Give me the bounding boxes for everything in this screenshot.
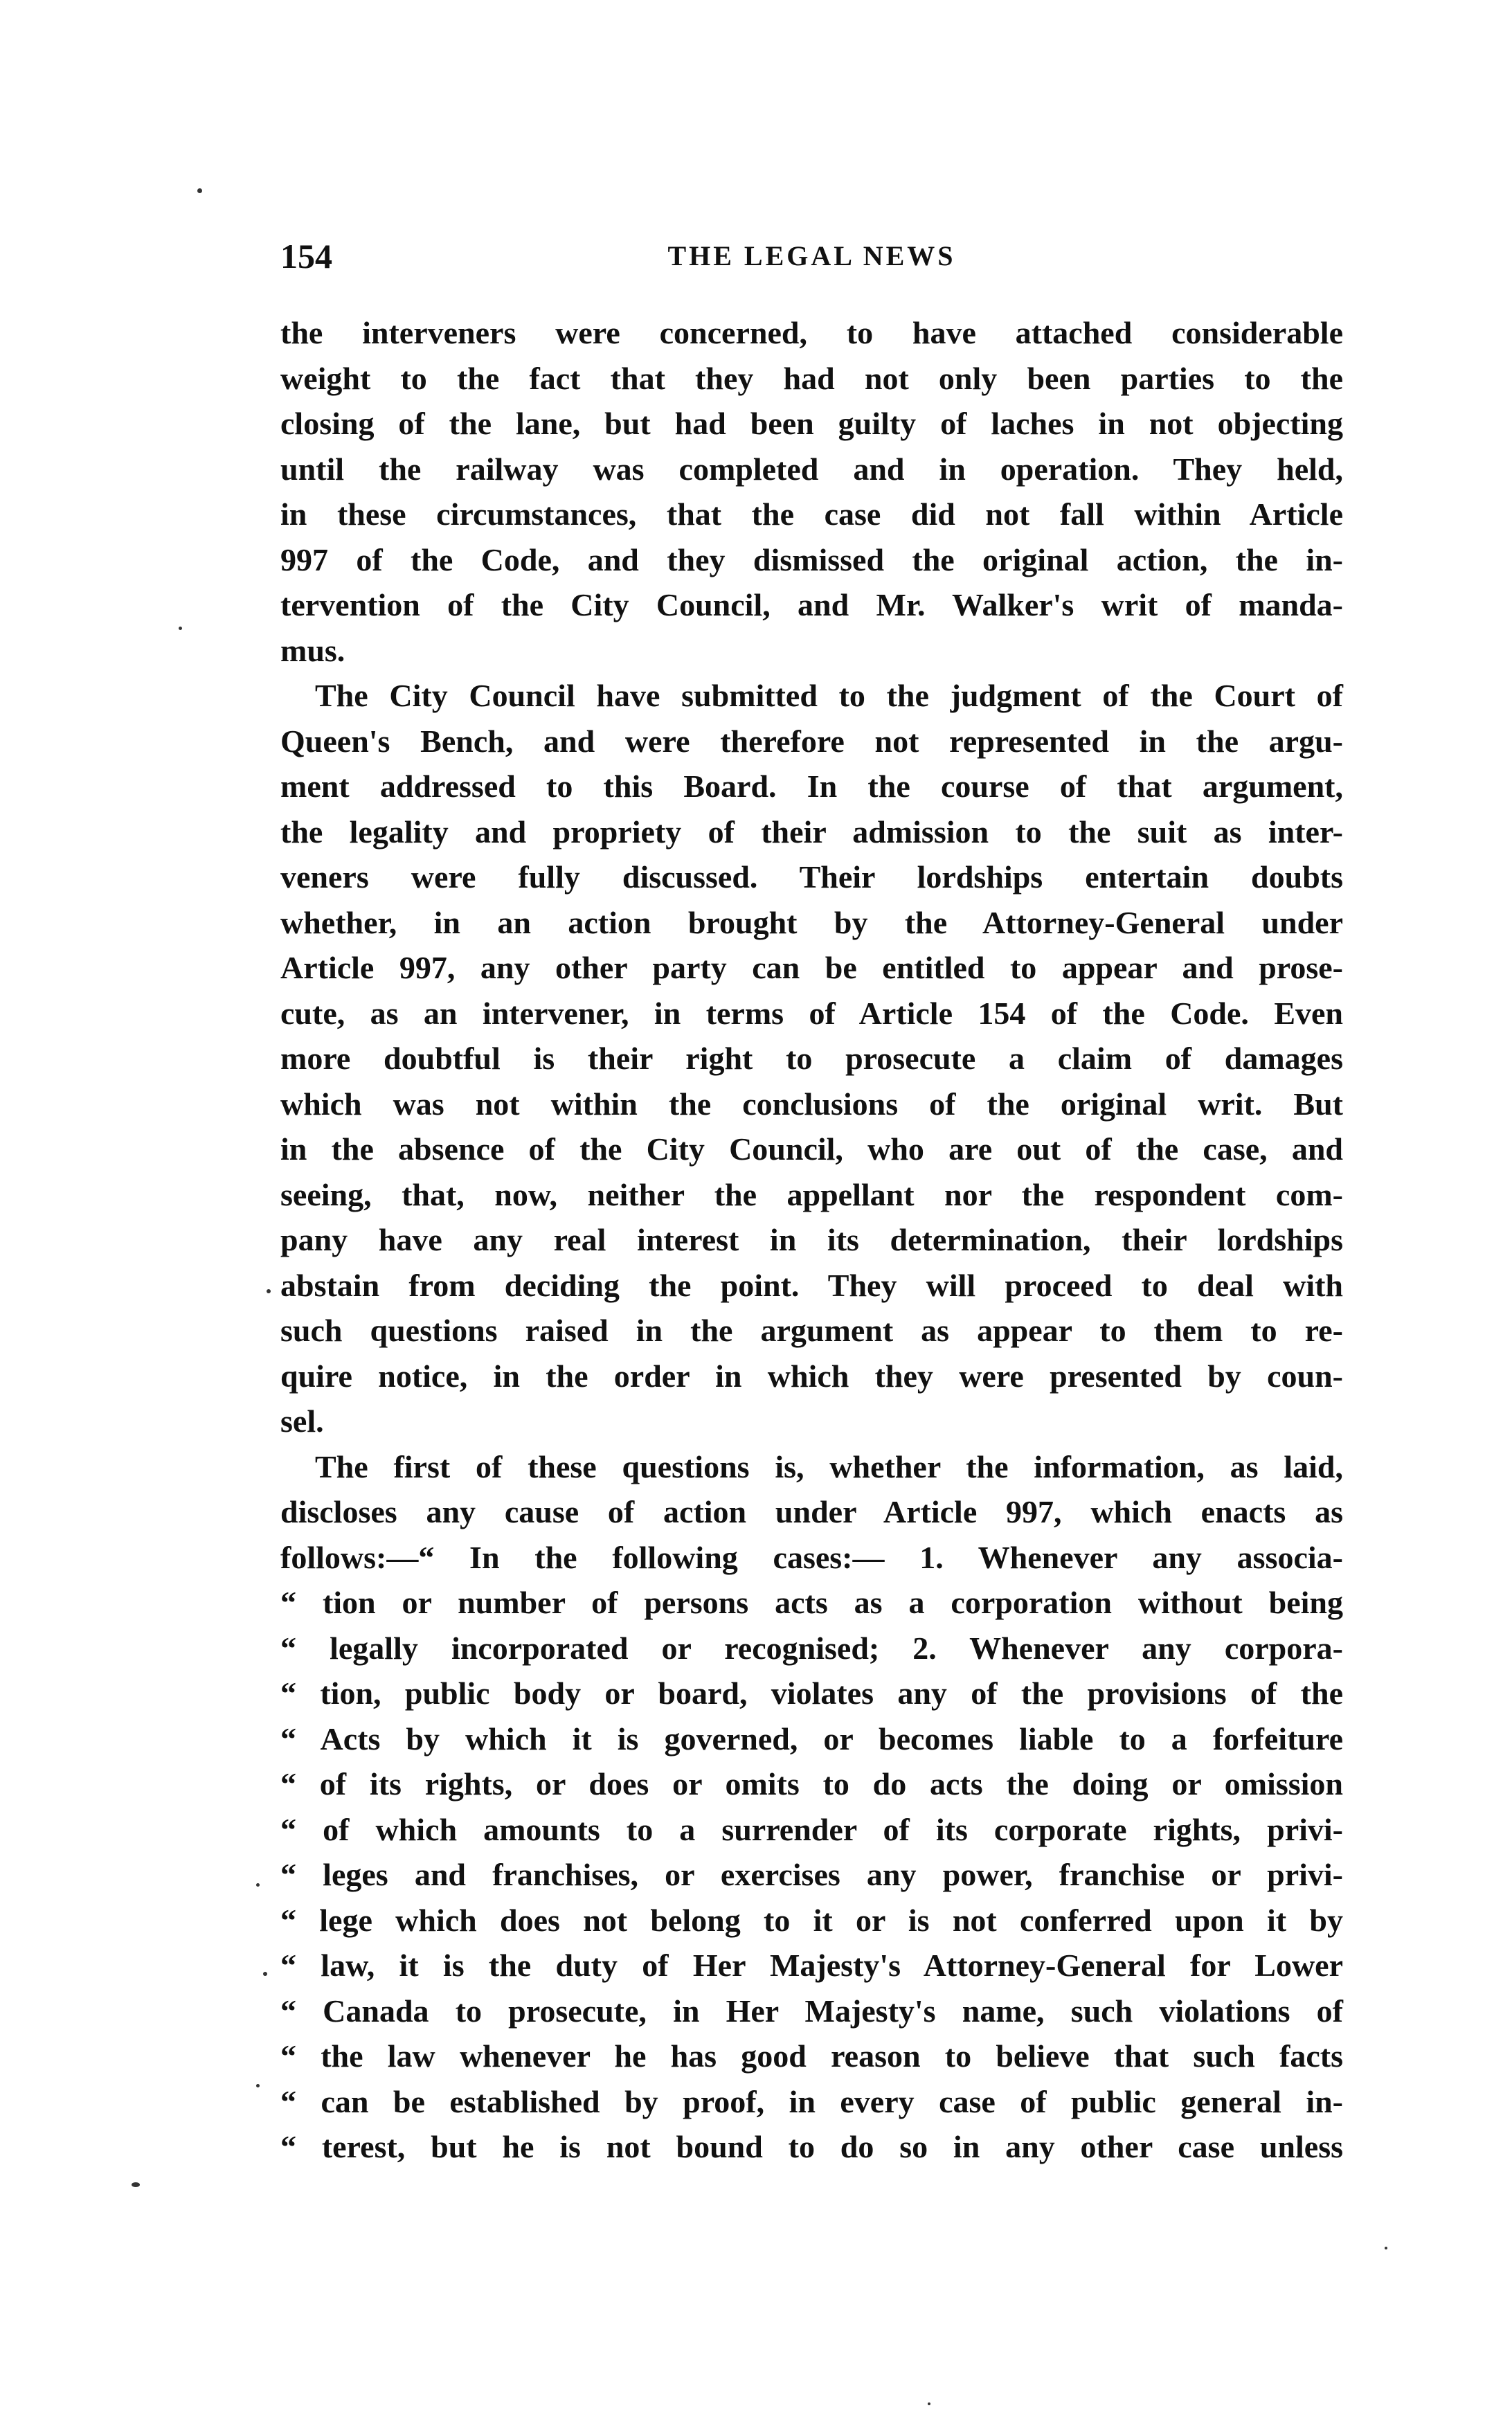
text-line: the legality and propriety of their admission to the suit as inter-: [280, 814, 1343, 850]
text-line: such questions raised in the argument as appear to them to re-: [280, 1313, 1343, 1348]
text-line: Article 997, any other party can be entitled to appear and prose-: [280, 950, 1343, 985]
text-line: “ can be established by proof, in every case of public general in-: [280, 2083, 1343, 2119]
scan-speck: [132, 2182, 140, 2187]
scan-speck: [179, 627, 182, 630]
text-line: ment addressed to this Board. In the course of that argument,: [280, 769, 1343, 804]
text-line: “ Acts by which it is governed, or becomes liable to a forfeiture: [280, 1720, 1343, 1756]
text-line: which was not within the conclusions of the original writ. But: [280, 1086, 1343, 1122]
text-line: abstain from deciding the point. They will proceed to deal with: [280, 1267, 1343, 1303]
text-line: quire notice, in the order in which they were presented by coun-: [280, 1358, 1343, 1394]
page-number: 154: [280, 237, 332, 276]
text-line: the interveners were concerned, to have attached considerable: [280, 315, 1343, 350]
text-line: “ terest, but he is not bound to do so in any other case unless: [280, 2129, 1343, 2164]
text-line: tervention of the City Council, and Mr. Walker's writ of manda-: [280, 587, 1343, 622]
scan-speck: [1385, 2247, 1387, 2249]
text-line: “ Canada to prosecute, in Her Majesty's name, such violations of: [280, 1993, 1343, 2029]
text-line: Queen's Bench, and were therefore not represented in the argu-: [280, 723, 1343, 759]
scan-speck: [928, 2402, 930, 2405]
text-line: “ of its rights, or does or omits to do acts the doing or omission: [280, 1766, 1343, 1801]
text-line: follows:—“ In the following cases:— 1. Whenever any associa-: [280, 1539, 1343, 1575]
text-line: “ legally incorporated or recognised; 2. Whenever any corpora-: [280, 1630, 1343, 1666]
text-line: closing of the lane, but had been guilty of laches in not objecting: [280, 406, 1343, 441]
text-line: whether, in an action brought by the Attorney-General under: [280, 904, 1343, 940]
text-line: “ lege which does not belong to it or is not conferred upon it by: [280, 1902, 1343, 1938]
text-line: “ the law whenever he has good reason to believe that such facts: [280, 2038, 1343, 2074]
body-text: [280, 310, 1343, 2170]
text-line: weight to the fact that they had not only been parties to the: [280, 360, 1343, 396]
text-line: 997 of the Code, and they dismissed the original action, the in-: [280, 541, 1343, 577]
text-line: The City Council have submitted to the judgment of the Court of: [315, 678, 1343, 713]
text-line: more doubtful is their right to prosecute a claim of damages: [280, 1041, 1343, 1076]
text-line: “ tion, public body or board, violates any of the provisions of the: [280, 1675, 1343, 1711]
text-line: in these circumstances, that the case did not fall within Article: [280, 496, 1343, 532]
text-line: “ of which amounts to a surrender of its corporate rights, privi-: [280, 1811, 1343, 1847]
scan-speck: [256, 1883, 260, 1887]
text-line: “ tion or number of persons acts as a corporation without being: [280, 1585, 1343, 1620]
text-line: discloses any cause of action under Article 997, which enacts as: [280, 1494, 1343, 1529]
text-line: in the absence of the City Council, who are out of the case, and: [280, 1131, 1343, 1167]
scan-speck: [267, 1289, 271, 1293]
text-line: seeing, that, now, neither the appellant nor the respondent com-: [280, 1176, 1343, 1212]
text-line: sel.: [280, 1403, 324, 1439]
text-line: mus.: [280, 632, 345, 668]
scan-speck: [256, 2084, 260, 2087]
text-line: The first of these questions is, whether the information, as laid,: [315, 1448, 1343, 1484]
page-header: [280, 228, 1343, 284]
text-line: veners were fully discussed. Their lordships entertain doubts: [280, 859, 1343, 895]
text-line: cute, as an intervener, in terms of Article 154 of the Code. Even: [280, 995, 1343, 1031]
text-line: until the railway was completed and in operation. They held,: [280, 451, 1343, 487]
scan-speck: [197, 188, 202, 193]
text-line: pany have any real interest in its determination, their lordships: [280, 1222, 1343, 1257]
text-line: “ law, it is the duty of Her Majesty's Attorney-General for Lower: [280, 1948, 1343, 1983]
running-title: THE LEGAL NEWS: [667, 240, 956, 271]
text-line: “ leges and franchises, or exercises any power, franchise or privi-: [280, 1857, 1343, 1892]
scan-speck: [263, 1972, 267, 1976]
